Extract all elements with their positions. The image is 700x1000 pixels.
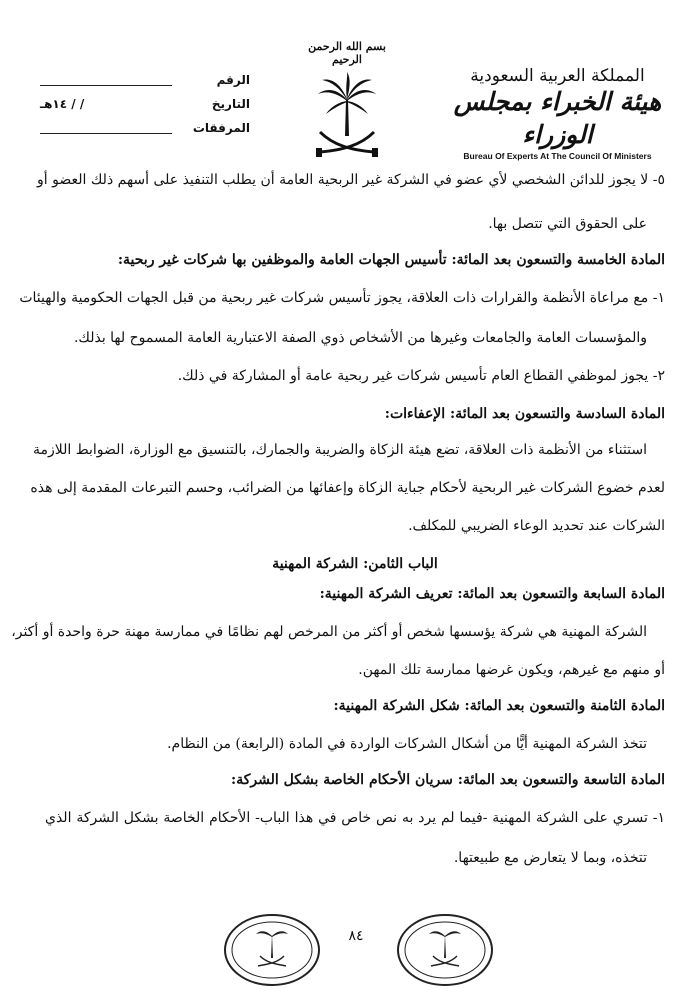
paragraph-line: تتخذ الشركة المهنية أيًّا من أشكال الشركات الواردة في المادة (الرابعة) من النظام. bbox=[167, 736, 647, 752]
paragraph-line: على الحقوق التي تتصل بها. bbox=[488, 216, 647, 232]
reference-block bbox=[40, 68, 250, 140]
bureau-name-english: Bureau Of Experts At The Council Of Ministers bbox=[463, 151, 652, 161]
paragraph-line: تتخذه، وبما لا يتعارض مع طبيعتها. bbox=[453, 850, 647, 866]
paragraph-line: أو منهم مع غيرهم، ويكون غرضها ممارسة تلك المهن. bbox=[358, 662, 665, 678]
attachments-row bbox=[40, 116, 250, 140]
attachments-label: المرفقات bbox=[192, 121, 250, 135]
paragraph-line: الشركة المهنية هي شركة يؤسسها شخص أو أكثر من المرخص لهم نظامًا في ممارسة مهنة حرة واحدة أو أكثر، bbox=[11, 624, 647, 640]
page-number: ٨٤ bbox=[348, 928, 364, 944]
header-center bbox=[292, 40, 402, 164]
ref-label: الرقم bbox=[216, 73, 250, 87]
ref-row bbox=[40, 68, 250, 92]
palm-swords-emblem-icon bbox=[292, 70, 402, 164]
article-196-heading: المادة السادسة والتسعون بعد المائة: الإعفاءات: bbox=[384, 406, 665, 422]
paragraph-line: ٥- لا يجوز للدائن الشخصي لأي عضو في الشركة غير الربحية العامة أن يطلب التنفيذ على أسهم ذلك العضو أو bbox=[37, 172, 665, 188]
paragraph-line: استثناء من الأنظمة ذات العلاقة، تضع هيئة الزكاة والضريبة والجمارك، بالتنسيق مع الوزارة، الضوابط اللازمة bbox=[33, 442, 647, 458]
paragraph-line: والمؤسسات العامة والجامعات وغيرها من الأشخاص ذوي الصفة الاعتبارية العامة المسموح لها بذلك. bbox=[73, 330, 647, 346]
paragraph-line: الشركات عند تحديد الوعاء الضريبي للمكلف. bbox=[408, 518, 665, 534]
paragraph-line: ١- مع مراعاة الأنظمة والقرارات ذات العلاقة، يجوز تأسيس شركات غير ربحية من قبل الجهات الحكومية والهيئات bbox=[19, 290, 665, 306]
chapter-heading: الباب الثامن: الشركة المهنية bbox=[272, 556, 438, 572]
paragraph-line: ٢- يجوز لموظفي القطاع العام تأسيس شركات غير ربحية عامة أو المشاركة في ذلك. bbox=[177, 368, 665, 384]
article-197-heading: المادة السابعة والتسعون بعد المائة: تعريف الشركة المهنية: bbox=[319, 586, 665, 602]
paragraph-line: لعدم خضوع الشركات غير الربحية لأحكام جباية الزكاة وإعفائها من الضرائب، وحسم التبرعات المقدمة إلى هذه bbox=[30, 480, 665, 496]
date-row bbox=[40, 92, 250, 116]
article-195-heading: المادة الخامسة والتسعون بعد المائة: تأسيس الجهات العامة والموظفين بها شركات غير ربحية: bbox=[117, 252, 665, 268]
letterhead bbox=[440, 66, 675, 161]
bureau-name-arabic: هيئة الخبراء بمجلس الوزراء bbox=[453, 87, 662, 149]
article-199-heading: المادة التاسعة والتسعون بعد المائة: سريان الأحكام الخاصة بشكل الشركة: bbox=[231, 772, 665, 788]
ref-line bbox=[40, 75, 172, 86]
article-198-heading: المادة الثامنة والتسعون بعد المائة: شكل الشركة المهنية: bbox=[333, 698, 665, 714]
paragraph-line: ١- تسري على الشركة المهنية -فيما لم يرد به نص خاص في هذا الباب- الأحكام الخاصة بشكل الشركة الذي bbox=[45, 810, 665, 826]
attachments-line bbox=[40, 123, 172, 134]
seal-stamp-left bbox=[222, 912, 322, 992]
basmala: بسم الله الرحمن الرحيم bbox=[308, 40, 386, 66]
kingdom-name: المملكة العربية السعودية bbox=[470, 66, 645, 86]
date-value: / / ١٤هـ bbox=[40, 97, 85, 111]
seal-stamp-right bbox=[395, 912, 495, 992]
date-label: التاريخ bbox=[211, 97, 250, 111]
